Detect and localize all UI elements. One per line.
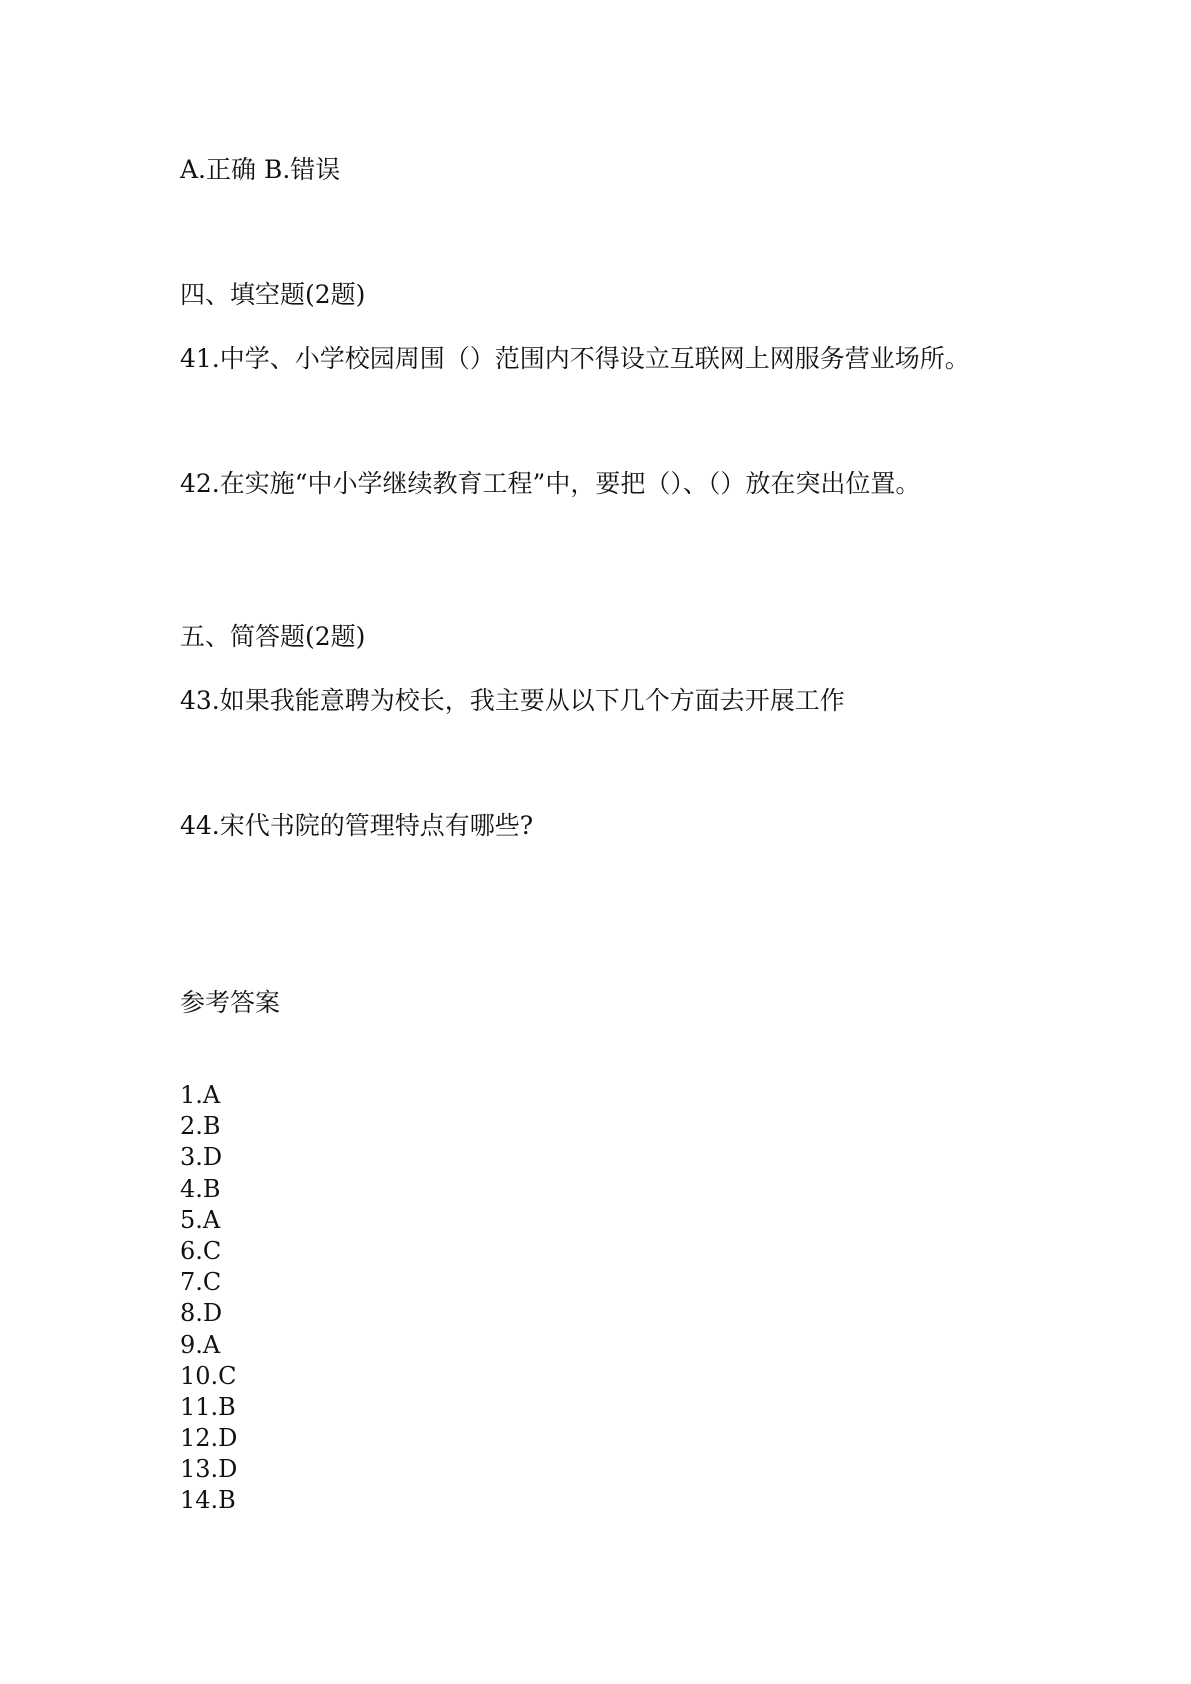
answer-item: 1.A <box>180 1081 221 1109</box>
answer-item: 5.A <box>180 1205 221 1234</box>
answer-item: 11.B <box>180 1392 236 1421</box>
answer-item: 13.D <box>180 1455 238 1484</box>
answer-item: 10.C <box>180 1361 237 1390</box>
answer-item: 7.C <box>180 1268 222 1297</box>
question-44: 44.宋代书院的管理特点有哪些? <box>180 811 534 840</box>
answer-item: 3.D <box>180 1143 223 1172</box>
section-heading-fill-blank: 四、填空题(2题) <box>180 280 366 309</box>
answer-item: 12.D <box>180 1424 238 1453</box>
answer-item: 8.D <box>180 1299 223 1328</box>
question-43: 43.如果我能意聘为校长，我主要从以下几个方面去开展工作 <box>180 686 845 715</box>
answer-item: 4.B <box>180 1174 221 1203</box>
answer-item: 6.C <box>180 1236 222 1265</box>
question-42: 42.在实施“中小学继续教育工程”中，要把（）、（）放在突出位置。 <box>180 469 921 498</box>
answers-heading: 参考答案 <box>180 988 281 1017</box>
section-heading-short-answer: 五、简答题(2题) <box>180 622 366 651</box>
question-41: 41.中学、小学校园周围（）范围内不得设立互联网上网服务营业场所。 <box>180 344 970 373</box>
true-false-options: A.正确 B.错误 <box>180 155 341 184</box>
answer-list <box>180 1080 237 1517</box>
answer-item: 2.B <box>180 1112 221 1141</box>
answer-item: 9.A <box>180 1330 221 1359</box>
answer-item: 14.B <box>180 1486 236 1515</box>
